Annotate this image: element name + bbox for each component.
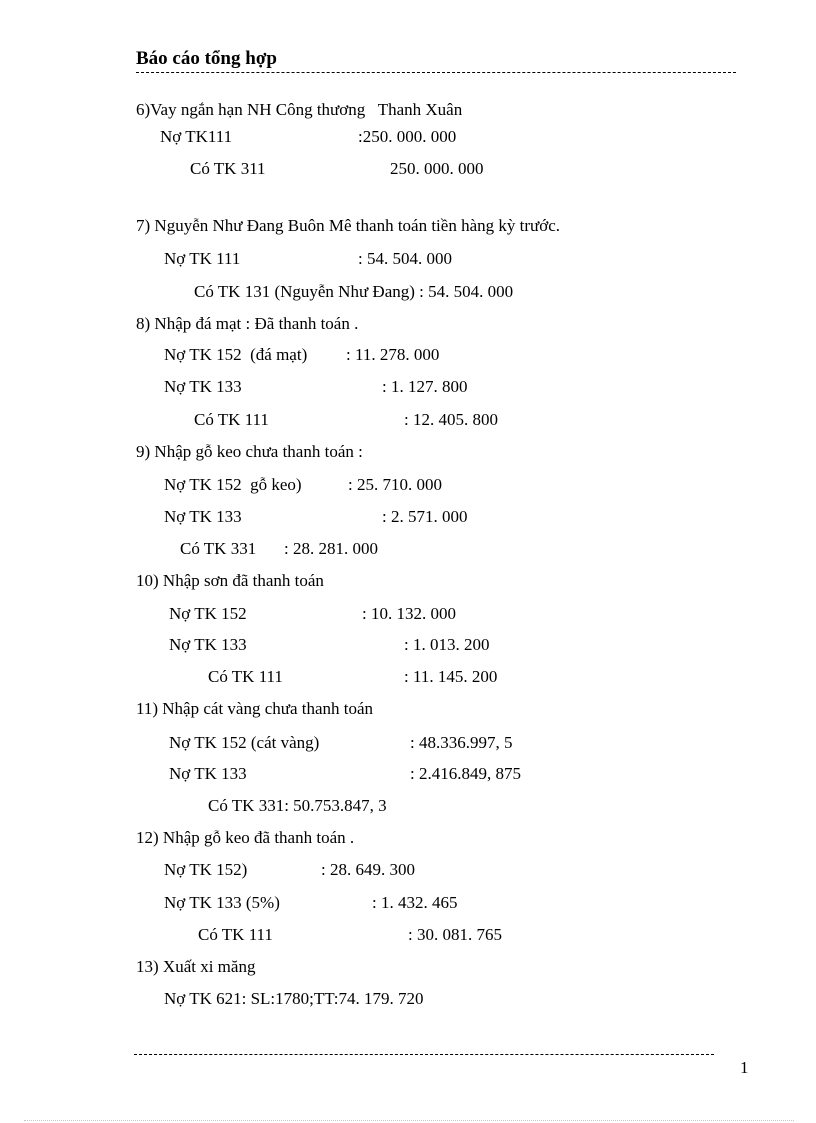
header-title: Báo cáo tổng hợp bbox=[136, 48, 277, 69]
debit-account: Nợ TK 152 bbox=[169, 604, 247, 623]
debit-account: Nợ TK 152 (cát vàng) bbox=[169, 733, 320, 752]
credit-line: Có TK 331: 50.753.847, 3 bbox=[208, 796, 387, 815]
credit-account: Có TK 111 bbox=[208, 667, 283, 686]
debit-amount: : 10. 132. 000 bbox=[362, 604, 456, 623]
header-divider bbox=[136, 72, 736, 73]
entry-heading-6: 6)Vay ngắn hạn NH Công thương Thanh Xuân bbox=[136, 100, 463, 119]
page-number: 1 bbox=[740, 1058, 749, 1077]
debit-account: Nợ TK 133 bbox=[169, 764, 247, 783]
debit-account: Nợ TK 111 bbox=[164, 249, 241, 268]
entry-heading-13: 13) Xuất xi măng bbox=[136, 957, 256, 976]
debit-amount: : 48.336.997, 5 bbox=[410, 733, 513, 752]
credit-amount: 250. 000. 000 bbox=[390, 159, 484, 178]
debit-account: Nợ TK 133 bbox=[169, 635, 247, 654]
debit-amount: :250. 000. 000 bbox=[358, 127, 457, 146]
credit-line: Có TK 131 (Nguyễn Như Đang) : 54. 504. 000 bbox=[194, 282, 514, 301]
debit-account: Nợ TK 133 bbox=[164, 507, 242, 526]
debit-account: Nợ TK 152 gỗ keo) bbox=[164, 475, 302, 494]
entry-heading-12: 12) Nhập gỗ keo đã thanh toán . bbox=[136, 828, 355, 847]
debit-account: Nợ TK 133 bbox=[164, 377, 242, 396]
entry-heading-7: 7) Nguyễn Như Đang Buôn Mê thanh toán tiền hàng kỳ trước. bbox=[136, 216, 561, 235]
page-edge-divider bbox=[24, 1120, 794, 1121]
debit-amount: : 25. 710. 000 bbox=[348, 475, 442, 494]
credit-account: Có TK 111 bbox=[194, 410, 269, 429]
debit-amount: : 2.416.849, 875 bbox=[410, 764, 521, 783]
debit-account: Nợ TK 152 (đá mạt) bbox=[164, 345, 308, 364]
debit-amount: : 1. 013. 200 bbox=[404, 635, 490, 654]
entry-heading-9: 9) Nhập gỗ keo chưa thanh toán : bbox=[136, 442, 363, 461]
credit-amount: : 28. 281. 000 bbox=[284, 539, 378, 558]
credit-amount: : 11. 145. 200 bbox=[404, 667, 498, 686]
credit-amount: : 12. 405. 800 bbox=[404, 410, 498, 429]
credit-account: Có TK 311 bbox=[190, 159, 266, 178]
entry-heading-8: 8) Nhập đá mạt : Đã thanh toán . bbox=[136, 314, 359, 333]
debit-amount: : 11. 278. 000 bbox=[346, 345, 440, 364]
debit-account: Nợ TK 152) bbox=[164, 860, 248, 879]
debit-amount: : 1. 127. 800 bbox=[382, 377, 468, 396]
entry-heading-11: 11) Nhập cát vàng chưa thanh toán bbox=[136, 699, 374, 718]
credit-amount: : 30. 081. 765 bbox=[408, 925, 502, 944]
debit-amount: : 54. 504. 000 bbox=[358, 249, 452, 268]
debit-line: Nợ TK 621: SL:1780;TT:74. 179. 720 bbox=[164, 989, 424, 1008]
debit-amount: : 2. 571. 000 bbox=[382, 507, 468, 526]
debit-account: Nợ TK 133 (5%) bbox=[164, 893, 280, 912]
debit-account: Nợ TK111 bbox=[160, 127, 233, 146]
footer-divider bbox=[134, 1054, 714, 1055]
entry-heading-10: 10) Nhập sơn đã thanh toán bbox=[136, 571, 324, 590]
credit-account: Có TK 331 bbox=[180, 539, 257, 558]
credit-account: Có TK 111 bbox=[198, 925, 273, 944]
debit-amount: : 28. 649. 300 bbox=[321, 860, 415, 879]
debit-amount: : 1. 432. 465 bbox=[372, 893, 458, 912]
